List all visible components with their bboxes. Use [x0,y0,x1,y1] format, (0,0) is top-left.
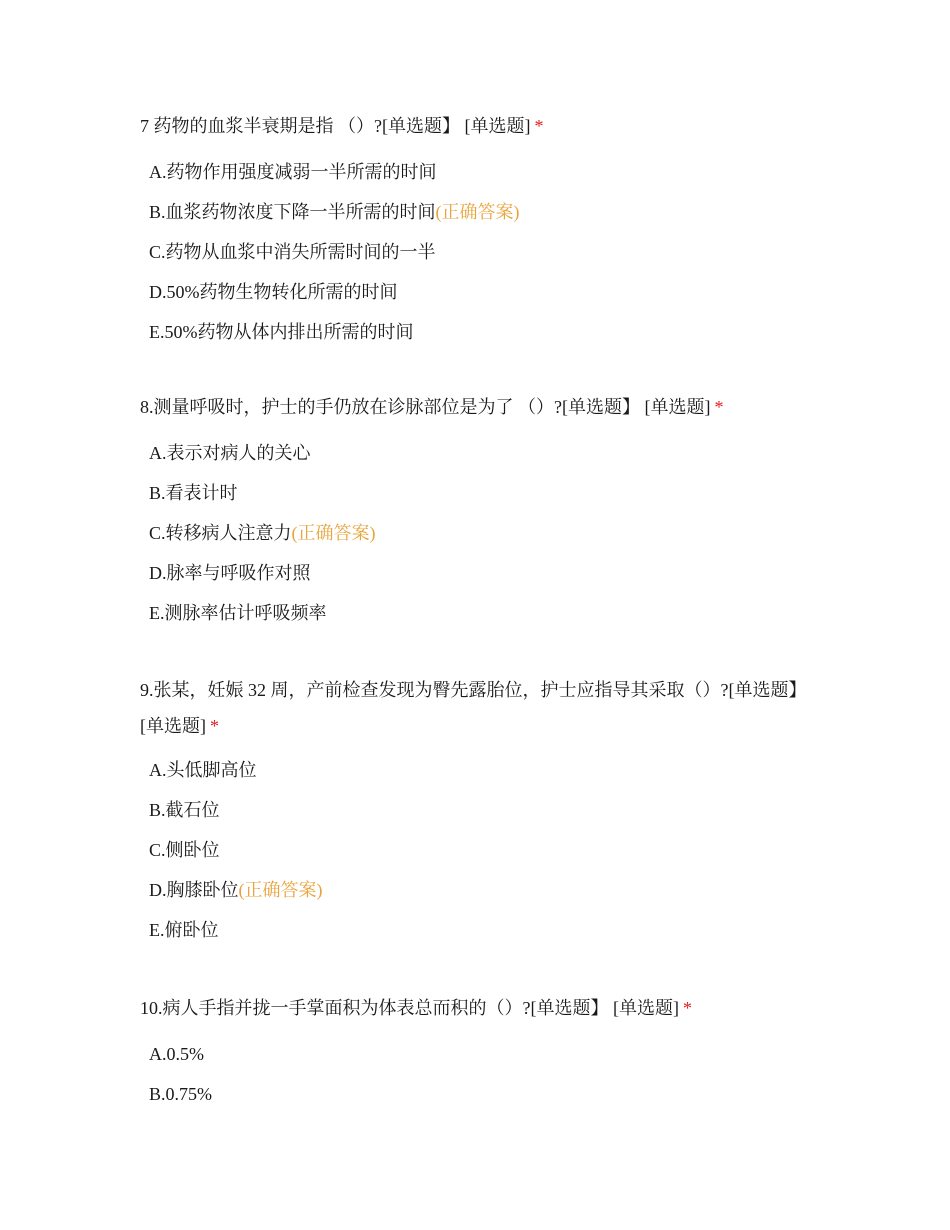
question-10 [140,990,810,1114]
question-title [140,672,810,744]
option-c[interactable] [140,232,810,272]
option-label: E.测脉率估计呼吸频率 [149,603,327,623]
option-d[interactable] [140,272,810,312]
option-label: D.脉率与呼吸作对照 [149,563,311,583]
option-a[interactable] [140,750,810,790]
option-label: B.0.75% [149,1084,212,1104]
option-a[interactable] [140,152,810,192]
option-list [140,750,810,950]
option-a[interactable] [140,1034,810,1074]
option-d[interactable] [140,553,810,593]
required-mark: * [682,998,692,1018]
option-e[interactable] [140,593,810,633]
option-c[interactable] [140,830,810,870]
question-9 [140,672,810,950]
option-d[interactable] [140,870,810,910]
option-label: B.看表计时 [149,483,238,503]
option-label: E.50%药物从体内排出所需的时间 [149,322,414,342]
question-7 [140,108,810,352]
option-e[interactable] [140,910,810,950]
option-label: D.50%药物生物转化所需的时间 [149,282,398,302]
option-e[interactable] [140,312,810,352]
option-list [140,152,810,352]
question-title [140,389,810,425]
option-b[interactable] [140,192,810,232]
correct-answer-tag: (正确答案) [238,880,323,900]
option-label: A.药物作用强度减弱一半所需的时间 [149,162,437,182]
correct-answer-tag: (正确答案) [291,523,376,543]
option-label: A.表示对病人的关心 [149,443,311,463]
question-text: 7 药物的血浆半衰期是指 （）?[单选题】 [单选题] [140,116,531,136]
question-text: 10.病人手指并拢一手掌面积为体表总而积的（）?[单选题】 [单选题] [140,998,679,1018]
option-label: B.截石位 [149,800,220,820]
option-label: E.俯卧位 [149,920,219,940]
question-title [140,108,810,144]
option-list [140,1034,810,1114]
question-text: 9.张某，妊娠 32 周，产前检查发现为臀先露胎位，护士应指导其采取（）?[单选题】 [单选题] [140,680,807,736]
required-mark: * [534,116,544,136]
question-8 [140,389,810,633]
option-label: A.头低脚高位 [149,760,257,780]
option-label: C.侧卧位 [149,840,220,860]
correct-answer-tag: (正确答案) [435,202,520,222]
option-b[interactable] [140,790,810,830]
option-list [140,433,810,633]
required-mark: * [210,716,219,736]
option-c[interactable] [140,513,810,553]
option-b[interactable] [140,473,810,513]
option-label: C.转移病人注意力 [149,523,292,543]
option-label: B.血浆药物浓度下降一半所需的时间 [149,202,436,222]
option-label: C.药物从血浆中消失所需时间的一半 [149,242,436,262]
option-label: A.0.5% [149,1044,204,1064]
required-mark: * [714,397,724,417]
option-a[interactable] [140,433,810,473]
question-title [140,990,810,1026]
option-label: D.胸膝卧位 [149,880,239,900]
question-text: 8.测量呼吸时，护士的手仍放在诊脉部位是为了 （）?[单选题】 [单选题] [140,397,711,417]
option-b[interactable] [140,1074,810,1114]
